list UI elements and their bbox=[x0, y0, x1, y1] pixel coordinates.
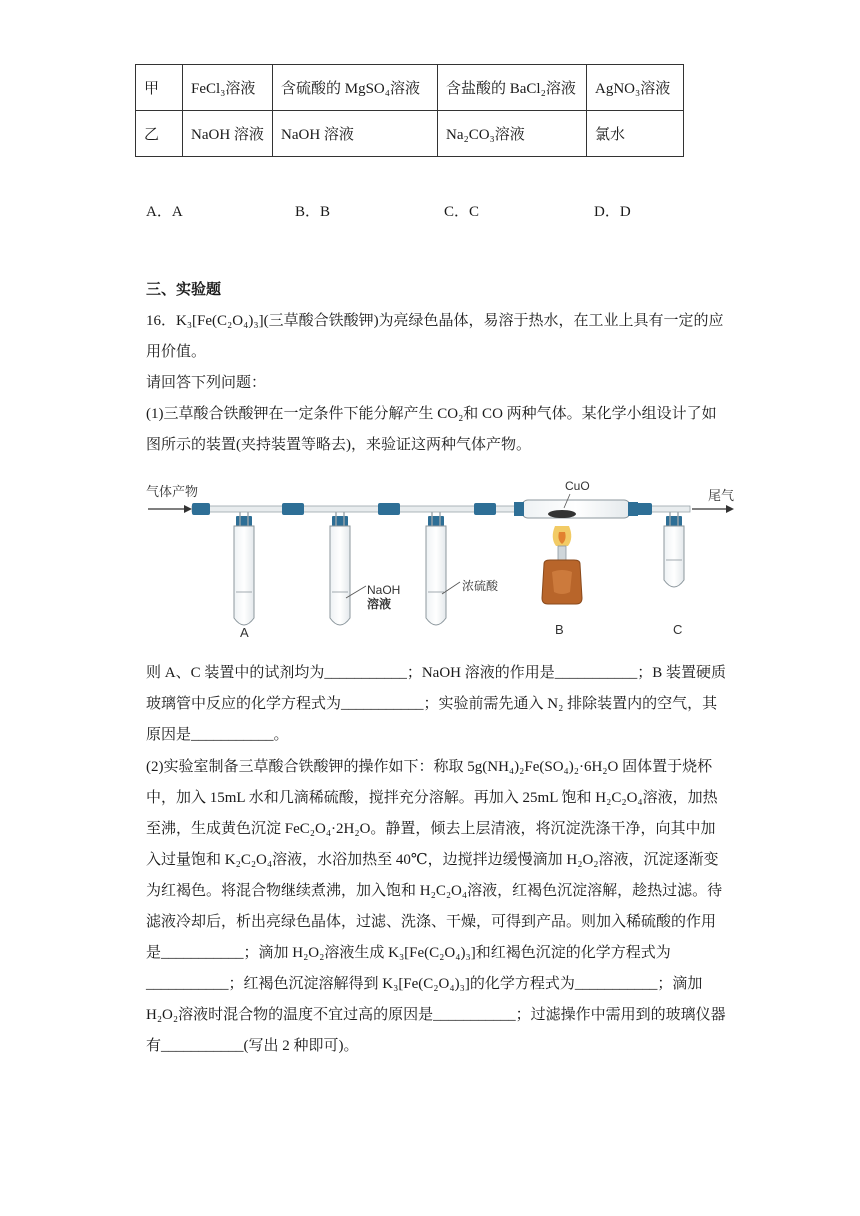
table-cell: 含硫酸的 MgSO₄溶液 bbox=[273, 65, 438, 111]
alcohol-lamp-icon bbox=[542, 526, 582, 604]
table-cell: Na₂CO₃溶液 bbox=[438, 111, 587, 157]
table-cell: 含盐酸的 BaCl₂溶液 bbox=[438, 65, 587, 111]
label-a: A bbox=[240, 625, 249, 640]
table-row bbox=[136, 111, 684, 157]
connector bbox=[192, 503, 210, 515]
cuo-label: CuO bbox=[565, 479, 590, 493]
arrow-head-icon bbox=[726, 505, 734, 513]
question-prompt: 请回答下列问题： bbox=[146, 375, 267, 391]
question-16-intro-block bbox=[146, 306, 726, 461]
row-head: 甲 bbox=[136, 65, 183, 111]
label-c: C bbox=[673, 622, 683, 637]
table-row bbox=[136, 65, 684, 111]
naoh-label-2: 溶液 bbox=[367, 597, 392, 611]
question-part-1: (1)三草酸合铁酸钾在一定条件下能分解产生 CO₂和 CO 两种气体。某化学小组设计了如图所示的装置(夹持装置等略去)，来验证这两种气体产物。 bbox=[146, 406, 717, 453]
tube-c bbox=[664, 512, 684, 587]
question-16-part-2 bbox=[146, 752, 726, 1062]
choice-b[interactable]: B．B bbox=[295, 204, 331, 220]
options-table bbox=[135, 64, 684, 157]
table-cell: 氯水 bbox=[587, 111, 684, 157]
tube-acid bbox=[426, 512, 460, 625]
tube-a bbox=[234, 512, 254, 625]
table-cell: AgNO₃溶液 bbox=[587, 65, 684, 111]
main-pipe bbox=[192, 506, 522, 512]
section-title: 三、实验题 bbox=[146, 280, 222, 298]
connector bbox=[474, 503, 496, 515]
connector bbox=[378, 503, 400, 515]
gas-in-label: 气体产物 bbox=[146, 484, 199, 499]
hard-glass-tube-b bbox=[514, 500, 638, 518]
choice-a[interactable]: A．A bbox=[146, 204, 183, 220]
arrow-head-icon bbox=[184, 505, 192, 513]
connector bbox=[282, 503, 304, 515]
table-cell: FeCl₃溶液 bbox=[183, 65, 273, 111]
acid-label: 浓硫酸 bbox=[462, 579, 499, 593]
row-head: 乙 bbox=[136, 111, 183, 157]
table-cell: NaOH 溶液 bbox=[183, 111, 273, 157]
question-16-part-1-questions bbox=[146, 658, 726, 751]
naoh-label: NaOH bbox=[367, 583, 401, 597]
choice-c[interactable]: C．C bbox=[444, 204, 480, 220]
part-1-questions: 则 A、C 装置中的试剂均为___________；NaOH 溶液的作用是___________；B 装置硬质玻璃管中反应的化学方程式为___________；实验前需先通入 N₂ 排除装置内的空气，其原因是___________。 bbox=[146, 665, 726, 743]
apparatus-diagram bbox=[140, 474, 760, 640]
label-b: B bbox=[555, 622, 564, 637]
tube-naoh bbox=[330, 512, 366, 625]
choice-d[interactable]: D．D bbox=[594, 204, 631, 220]
tail-gas-label: 尾气 bbox=[708, 488, 735, 503]
part-2-text: (2)实验室制备三草酸合铁酸钾的操作如下：称取 5g(NH₄)₂Fe(SO₄)₂·6H₂O 固体置于烧杯中，加入 15mL 水和几滴稀硫酸，搅拌充分溶解。再加入 25mL 饱和 H₂C₂O₄溶液，加热至沸，生成黄色沉淀 FeC₂O₄·2H₂O。静置，倾去上层清液，将沉淀洗涤干净，向其中加入过量饱和 K₂C₂O₄溶液，水浴加热至 40℃，边搅拌边缓慢滴加 H₂O₂溶液，沉淀逐渐变为红褐色。将混合物继续煮沸，加入饱和 H₂C₂O₄溶液，红褐色沉淀溶解，趁热过滤。待滤液冷却后，析出亮绿色晶体，过滤、洗涤、干燥，可得到产品。则加入稀硫酸的作用是___________；滴加 H₂O₂溶液生成 K₃[Fe(C₂O₄)₃]和红褐色沉淀的化学方程式为___________；红褐色沉淀溶解得到 K₃[Fe(C₂O₄)₃]的化学方程式为___________；滴加 H₂O₂溶液时混合物的温度不宜过高的原因是___________；过滤操作中需用到的玻璃仪器有___________(写出 2 种即可)。 bbox=[146, 759, 726, 1054]
question-intro: 16．K₃[Fe(C₂O₄)₃](三草酸合铁酸钾)为亮绿色晶体，易溶于热水，在工业上具有一定的应用价值。 bbox=[146, 313, 724, 360]
table-cell: NaOH 溶液 bbox=[273, 111, 438, 157]
